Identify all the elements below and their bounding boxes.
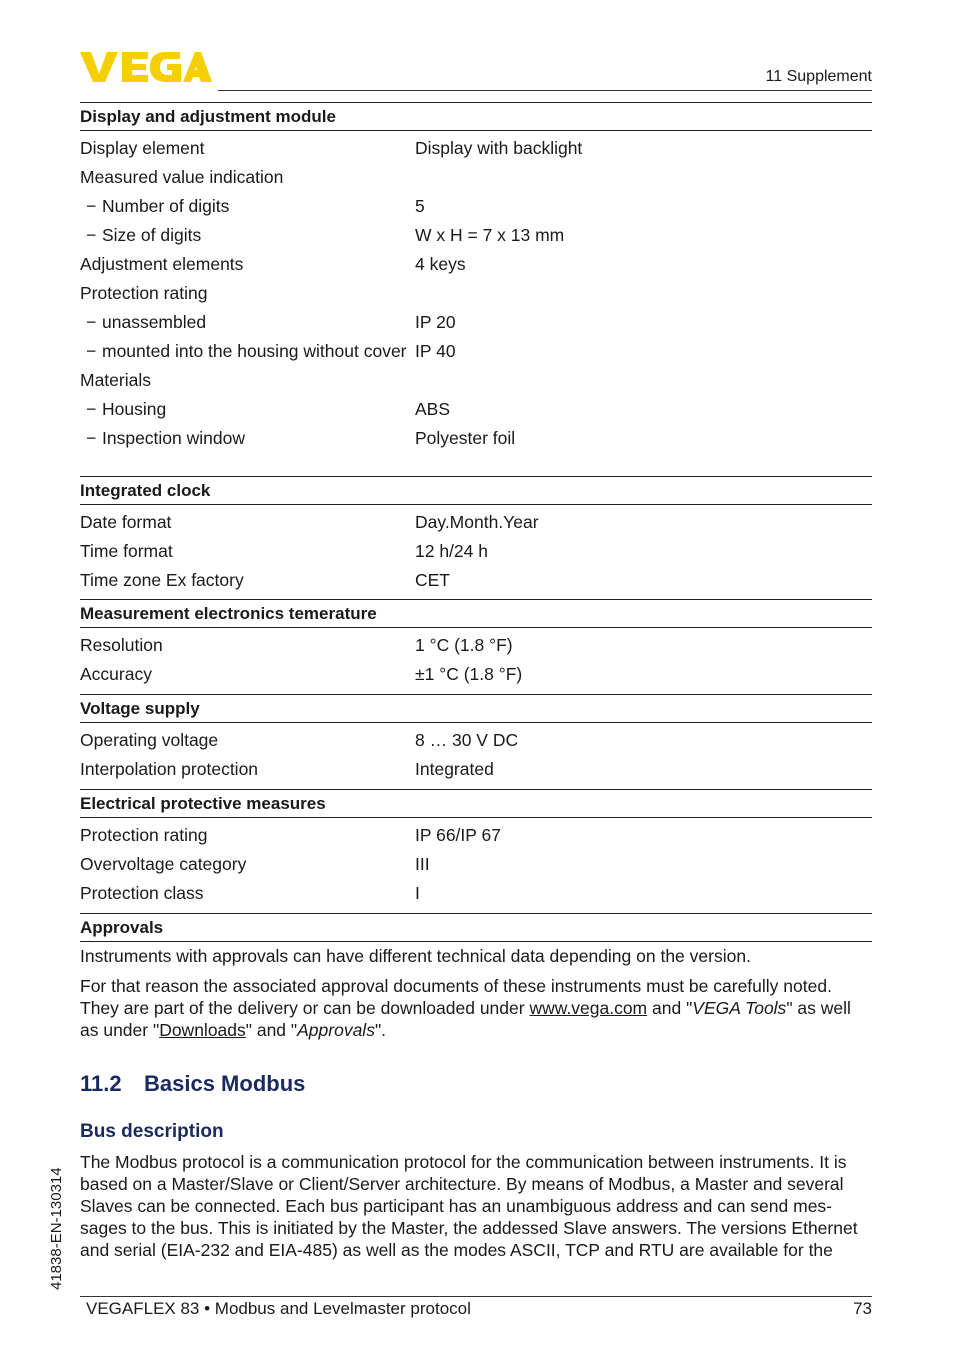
table-row <box>80 852 872 881</box>
row-value: Display with backlight <box>415 138 583 158</box>
text-run: and " <box>647 998 693 1018</box>
row-value: IP 66/IP 67 <box>415 825 501 845</box>
row-value: IP 40 <box>415 341 456 361</box>
table-heading: Voltage supply <box>80 694 872 723</box>
table-row <box>80 368 872 397</box>
table-heading: Electrical protective measures <box>80 789 872 818</box>
row-key: Operating voltage <box>80 730 219 750</box>
row-key: − mounted into the housing without cover <box>80 340 415 362</box>
vega-website-link[interactable]: www.vega.com <box>529 998 648 1018</box>
row-value: 8 … 30 V DC <box>415 730 519 750</box>
table-row <box>80 881 872 910</box>
table-row <box>80 568 872 597</box>
text-run: ". <box>374 1020 387 1040</box>
row-value: Integrated <box>415 759 494 779</box>
temperature-table <box>80 599 872 691</box>
row-key: Protection class <box>80 883 204 903</box>
text-run: " as well as under " <box>80 998 851 1040</box>
row-value: Day.Month.Year <box>415 512 539 532</box>
vega-tools-text: VEGA Tools <box>692 998 787 1018</box>
section-heading <box>80 1071 305 1097</box>
row-key: Interpolation protection <box>80 759 259 779</box>
section-number: 11.2 <box>80 1071 122 1096</box>
table-row <box>80 426 872 455</box>
electrical-table <box>80 789 872 910</box>
row-key: Date format <box>80 512 172 532</box>
section-label: 11 Supplement <box>765 68 872 85</box>
table-row <box>80 728 872 757</box>
table-row <box>80 510 872 539</box>
table-row <box>80 397 872 426</box>
table-row <box>80 662 872 691</box>
row-value: W x H = 7 x 13 mm <box>415 225 565 245</box>
footer-rule <box>80 1296 872 1297</box>
row-value: ±1 °C (1.8 °F) <box>415 664 523 684</box>
clock-table <box>80 476 872 597</box>
footer-title: VEGAFLEX 83 • Modbus and Levelmaster protocol <box>86 1299 471 1318</box>
downloads-link[interactable]: Downloads <box>159 1020 246 1040</box>
approvals-paragraph-2 <box>80 975 872 1041</box>
row-value: 1 °C (1.8 °F) <box>415 635 513 655</box>
row-key: Time zone Ex factory <box>80 570 244 590</box>
table-row <box>80 281 872 310</box>
row-key: Display element <box>80 138 205 158</box>
text-run: For that reason the associated approval documents of these instruments must be carefully noted. They are part of the delivery or can be downloaded under <box>80 976 832 1018</box>
table-row <box>80 539 872 568</box>
table-row <box>80 194 872 223</box>
table-row <box>80 165 872 194</box>
row-key: Protection rating <box>80 283 208 303</box>
row-key: − unassembled <box>80 311 415 333</box>
row-value <box>415 369 872 391</box>
row-value: CET <box>415 570 450 590</box>
row-key: Overvoltage category <box>80 854 247 874</box>
row-value: Polyester foil <box>415 428 516 448</box>
document-code: 41838-EN-130314 <box>48 1167 65 1290</box>
vega-logo <box>80 50 212 84</box>
row-key: − Housing <box>80 398 415 420</box>
approvals-text: Approvals <box>297 1020 375 1040</box>
row-key: Resolution <box>80 635 163 655</box>
row-key: Measured value indication <box>80 167 284 187</box>
row-key: Protection rating <box>80 825 208 845</box>
row-key: − Size of digits <box>80 224 415 246</box>
table-row <box>80 223 872 252</box>
header-rule <box>218 90 872 91</box>
voltage-table <box>80 694 872 786</box>
table-row <box>80 310 872 339</box>
row-value: III <box>415 854 430 874</box>
row-key: − Inspection window <box>80 427 415 449</box>
row-key: Adjustment elements <box>80 254 244 274</box>
table-row <box>80 339 872 368</box>
row-value: 12 h/24 h <box>415 541 488 561</box>
table-row <box>80 633 872 662</box>
table-row <box>80 136 872 165</box>
row-value: IP 20 <box>415 312 456 332</box>
table-heading: Measurement electronics temerature <box>80 599 872 628</box>
row-value <box>415 166 872 188</box>
row-key: Materials <box>80 370 151 390</box>
row-value: 4 keys <box>415 254 466 274</box>
section-title: Basics Modbus <box>144 1071 306 1096</box>
text-run: " and " <box>245 1020 298 1040</box>
row-value: I <box>415 883 420 903</box>
approvals-section <box>80 913 872 1049</box>
page-number: 73 <box>853 1299 872 1318</box>
table-heading: Integrated clock <box>80 476 872 505</box>
row-key: Accuracy <box>80 664 152 684</box>
subheading: Bus description <box>80 1121 224 1142</box>
row-key: − Number of digits <box>80 195 415 217</box>
row-value: 5 <box>415 196 425 216</box>
display-module-table <box>80 102 872 455</box>
body-paragraph: The Modbus protocol is a communication protocol for the communication between instruments. It is based on a Master/Slave or Client/Server architecture. By means of Modbus, a Master and several Slaves can be connected. Each bus participant has an unambiguous address and can send mes-sages to the bus. This is initiated by the Master, the addessed Slave answers. The versions Ethernet and serial (EIA-232 and EIA-485) as well as the modes ASCII, TCP and RTU are available for the <box>80 1152 858 1260</box>
table-heading: Approvals <box>80 913 872 942</box>
table-row <box>80 757 872 786</box>
table-heading: Display and adjustment module <box>80 102 872 131</box>
row-value: ABS <box>415 399 451 419</box>
approvals-paragraph-1: Instruments with approvals can have different technical data depending on the version. <box>80 946 751 966</box>
table-row <box>80 823 872 852</box>
table-row <box>80 252 872 281</box>
row-value <box>415 282 872 304</box>
row-key: Time format <box>80 541 173 561</box>
